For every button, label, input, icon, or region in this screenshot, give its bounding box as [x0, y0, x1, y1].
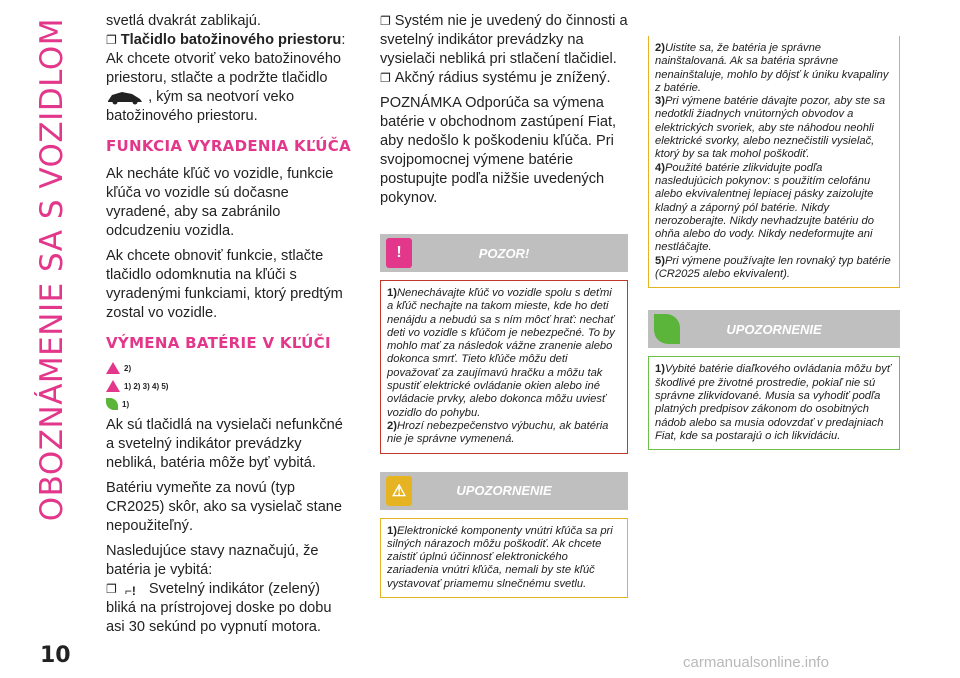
- paragraph: Ak necháte kľúč vo vozidle, funkcie kľúča vo vozidle sú dočasne vyradené, aby sa zabránilo odcudzeniu vozidla.: [106, 166, 334, 239]
- paragraph: Ak sú tlačidlá na vysielači nefunkčné a svetelný indikátor prevádzky nebliká, batéria môže byť vybitá.: [106, 417, 343, 471]
- environment-banner: [648, 310, 900, 348]
- paragraph: Nasledujúce stavy naznačujú, že batéria je vybitá:: [106, 543, 319, 578]
- text-line: svetlá dvakrát zablikajú.: [106, 13, 261, 29]
- trunk-button-title: [106, 31, 354, 50]
- warning-item: 1)Nenechávajte kľúč vo vozidle spolu s deťmi a kľúč nechajte na takom mieste, kde ho deti nenájdu a nebudú sa s ním môcť hrať: nechať deti vo vozidle s kľúčom je nebezpečné. To by mohlo mať za následok vážne zranenie alebo dokonca smrť. Tieto kľúče môžu deti považovať za zaujímavú hračku a môžu tak spustiť elektrické ovládanie okien alebo iné ovládacie prvky, alebo dokonca môžu uviesť vozidlo do pohybu.: [387, 287, 615, 419]
- bullet-item: [106, 580, 354, 637]
- heading-key-disable: FUNKCIA VYRADENIA KĽÚČA: [106, 137, 351, 155]
- environment-label: UPOZORNENIE: [726, 321, 822, 337]
- environment-ref: [106, 398, 354, 410]
- bullet-item: ❐ Systém nie je uvedený do činnosti a svetelný indikátor prevádzky na vysielači nebliká pri stlačení tlačidiel.: [380, 12, 628, 69]
- notice-banner: [380, 472, 628, 510]
- section-side-title-text: OBOZNÁMENIE SA S VOZIDLOM: [34, 18, 70, 522]
- section-side-title: [22, 18, 82, 618]
- trunk-text-1: Ak chcete otvoriť veko batožinového priestoru, stlačte a podržte tlačidlo: [106, 51, 342, 86]
- warning-triangle-icon: [106, 362, 120, 374]
- bullet-text: Svetelný indikátor (zelený) bliká na prístrojovej doske po dobu asi 30 sekúnd po vypnutí motora.: [106, 581, 332, 635]
- column-2: [380, 12, 628, 598]
- column-1: [106, 12, 354, 637]
- trunk-title-text: Tlačidlo batožinového priestoru: [120, 32, 342, 48]
- page-number: 10: [40, 643, 71, 668]
- warning-item: 5)Pri výmene používajte len rovnaký typ batérie (CR2025 alebo ekvivalent).: [655, 254, 891, 281]
- paragraph: Ak chcete obnoviť funkcie, stlačte tlačidlo odomknutia na kľúči s vyradenými funkciami, ktorý predtým zostal vo vozidle.: [106, 248, 343, 321]
- note-paragraph: POZNÁMKA Odporúča sa výmena batérie v obchodnom zastúpení Fiat, aby nedošlo k poškodeniu kľúča. Pri svojpomocnej výmene batérie postupujte podľa nižšie uvedených pokynov.: [380, 95, 617, 206]
- trunk-title-colon: :: [341, 32, 346, 48]
- warning-ref: [106, 380, 354, 392]
- notice-label: UPOZORNENIE: [456, 483, 552, 499]
- environment-box: [648, 356, 900, 450]
- trunk-text-2-row: [106, 88, 354, 126]
- warning-label: POZOR!: [478, 245, 530, 261]
- notice-item: 1)Elektronické komponenty vnútri kľúča sa pri silných nárazoch môžu poškodiť. Ak chcete zaistiť úplnú účinnosť elektronického zariadenia vnútri kľúča, nemali by ste kľúč vystavovať priamemu slnečnému svetlu.: [387, 524, 613, 590]
- warning-banner: [380, 234, 628, 272]
- warning-box-continued: [648, 36, 900, 288]
- key-warning-icon: ⌐!: [124, 584, 136, 599]
- car-crash-icon: ⚠: [386, 476, 412, 506]
- ref-numbers: 1) 2) 3) 4) 5): [124, 381, 169, 391]
- leaf-icon: [654, 314, 680, 344]
- warning-item: 2)Hrozí nebezpečenstvo výbuchu, ak batéria nie je správne vymenená.: [387, 419, 609, 446]
- environment-item: 1)Vybité batérie diaľkového ovládania môžu byť škodlivé pre životné prostredie, pokiaľ nie sú správne zlikvidované. Musia sa vyhodiť podľa platných predpisov zákonom do osobitných nádob alebo sa musia odovzdať v predajniach Fiat, kde sa postarajú o ich likvidáciu.: [655, 363, 891, 442]
- bullet-item: ❐ Akčný rádius systému je znížený.: [380, 69, 628, 88]
- warning-item: 2)Uistite sa, že batéria je správne nainštalovaná. Ak sa batéria správne nenainštaluje, mohlo by dôjsť k úniku kvapaliny z batérie.: [655, 42, 889, 94]
- paragraph: Batériu vymeňte za novú (typ CR2025) skôr, ako sa vysielač stane nepoužiteľný.: [106, 480, 343, 534]
- warning-exclamation-icon: !: [386, 238, 412, 268]
- warning-item: 4)Použité batérie zlikvidujte podľa nasledujúcich pokynov: s použitím celofánu alebo ekvivalentnej lepiacej pásky zaizolujte kladný a záporný pól batérie. Nikdy nerozoberajte. Nikdy nevhadzujte batériu do ohňa alebo do vody. Nikdy nedeformujte ani nestláčajte.: [655, 161, 874, 254]
- heading-battery-replacement: VÝMENA BATÉRIE V KĽÚČI: [106, 334, 331, 352]
- trunk-text-2: , kým sa neotvorí veko batožinového priestoru.: [106, 89, 295, 124]
- column-3: [648, 36, 900, 450]
- ref-numbers: 1): [122, 399, 130, 409]
- trunk-car-icon: [106, 89, 144, 105]
- notice-box: [380, 518, 628, 598]
- ref-numbers: 2): [124, 363, 132, 373]
- warning-item: 3)Pri výmene batérie dávajte pozor, aby ste sa nedotkli žiadnych vnútorných obvodov a elektrických svoriek, aby ste náhodou neohli elektrické svorky, alebo neznečistili vysielač, ktorý by sa tak mohol poškodiť.: [655, 95, 886, 161]
- warning-box: [380, 280, 628, 454]
- warning-ref: [106, 362, 354, 374]
- warning-triangle-icon: [106, 380, 120, 392]
- watermark-text: carmanualsonline.info: [683, 654, 829, 671]
- leaf-icon: [106, 398, 118, 410]
